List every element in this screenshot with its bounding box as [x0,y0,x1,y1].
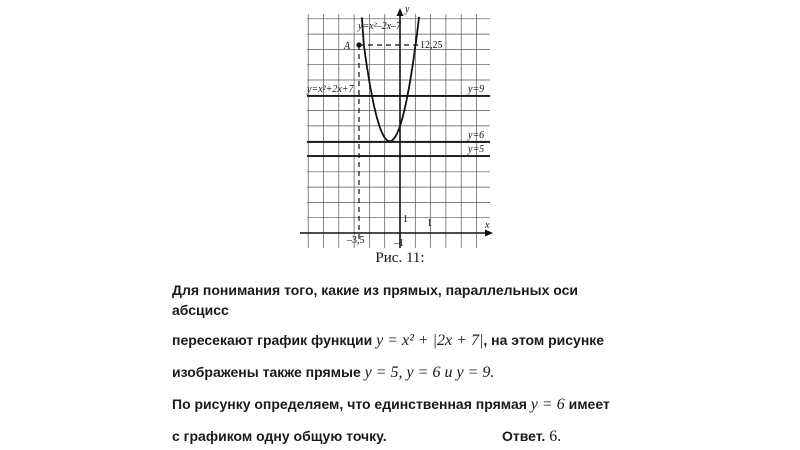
answer [502,428,561,446]
abs-function-label: y=x²+2x+7 [307,84,354,95]
tick-one-y: 1 [403,214,408,225]
graph-figure [300,0,500,258]
y-axis-arrow [397,8,404,16]
text-line-4-pre: изображены также прямые [172,364,365,380]
parabola-label: y=x²–2x–7 [358,21,402,32]
text-line-3 [172,332,604,350]
point-a [356,42,361,47]
tick-neg-3-5: –3,5 [347,235,365,246]
y6-label: y=6 [468,130,485,141]
text-line-2: абсцисс [172,302,229,318]
point-a-label: A [344,41,351,52]
answer-value: 6. [549,428,562,445]
text-line-3-pre: пересекают график функции [172,332,377,348]
text-line-5-pre: По рисунку определяем, что единственная прямая [172,396,531,412]
text-line-5-post: имеет [564,396,610,412]
value-label: 12,25 [420,40,443,51]
x-axis-label: x [485,220,490,231]
line-y6-formula: y = 6 [530,396,565,413]
figure-caption: Рис. 11: [375,250,425,266]
y-axis-label: y [405,4,410,15]
y5-label: y=5 [468,144,485,155]
tick-neg-1: –1 [394,238,404,249]
text-line-6: с графиком одну общую точку. [172,428,387,444]
text-line-5 [172,396,610,414]
text-line-1: Для понимания того, какие из прямых, параллельных оси [172,282,578,298]
tick-one-x: 1 [427,218,432,229]
axes [300,8,493,248]
text-line-4 [172,364,494,382]
graph-curve [362,17,419,141]
function-formula: y = x² + |2x + 7| [376,332,484,349]
lines-formula: y = 5, y = 6 и y = 9. [364,364,495,381]
answer-label: Ответ. [502,428,546,444]
y9-label: y=9 [468,84,485,95]
text-line-3-post: , на этом рисунке [483,332,605,348]
